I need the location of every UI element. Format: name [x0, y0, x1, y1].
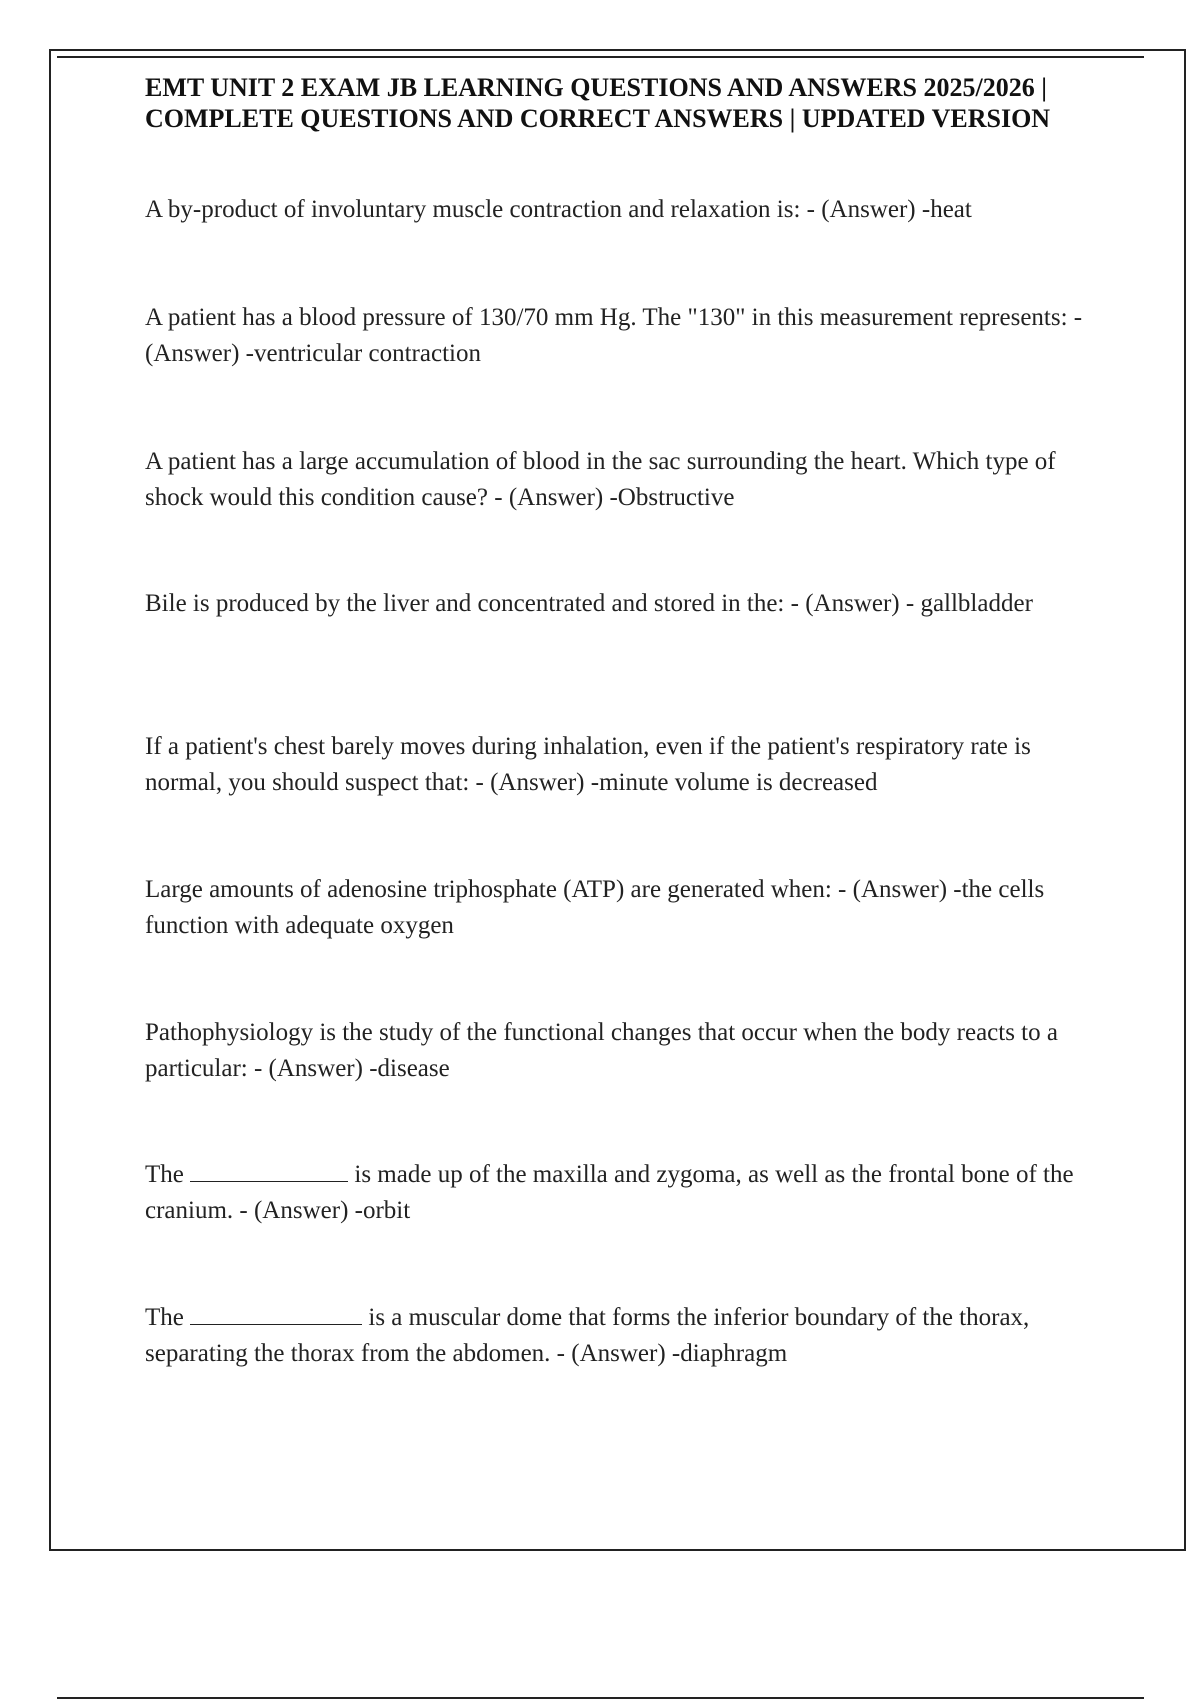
document-title: EMT UNIT 2 EXAM JB LEARNING QUESTIONS AND ANSWERS 2025/2026 | COMPLETE QUESTIONS AND CORRECT ANSWERS | UPDATED VERSION — [145, 73, 1051, 133]
top-rule — [57, 56, 1144, 58]
answer-blank — [190, 1159, 348, 1182]
qa-item: If a patient's chest barely moves during inhalation, even if the patient's respiratory rate is normal, you should suspect that: - (Answer) -minute volume is decreased — [145, 733, 1031, 796]
qa-item-fill-in-blank — [145, 1300, 1095, 1372]
qa-text-after-blank: is a muscular dome that forms the inferior boundary of the thorax, separating the thorax from the abdomen. - (Answer) -diaphragm — [145, 1304, 1030, 1367]
qa-item: Pathophysiology is the study of the functional changes that occur when the body reacts to a particular: - (Answer) -disease — [145, 1019, 1058, 1082]
qa-text-before-blank: The — [145, 1304, 184, 1331]
document-body — [145, 72, 1095, 1367]
qa-item: A patient has a large accumulation of blood in the sac surrounding the heart. Which type of shock would this condition cause? - (Answer) -Obstructive — [145, 448, 1056, 511]
qa-text-after-blank: is made up of the maxilla and zygoma, as well as the frontal bone of the cranium. - (Answer) -orbit — [145, 1161, 1074, 1224]
qa-item-fill-in-blank — [145, 1157, 1095, 1229]
qa-text-before-blank: The — [145, 1161, 184, 1188]
bottom-rule — [57, 1697, 1144, 1699]
qa-item: A patient has a blood pressure of 130/70 mm Hg. The "130" in this measurement represents: - (Answer) -ventricular contraction — [145, 304, 1083, 367]
answer-blank — [190, 1302, 362, 1325]
qa-item: A by-product of involuntary muscle contraction and relaxation is: - (Answer) -heat — [145, 196, 972, 223]
qa-item: Bile is produced by the liver and concentrated and stored in the: - (Answer) - gallbladder — [145, 590, 1033, 617]
qa-item: Large amounts of adenosine triphosphate (ATP) are generated when: - (Answer) -the cells function with adequate oxygen — [145, 876, 1045, 939]
